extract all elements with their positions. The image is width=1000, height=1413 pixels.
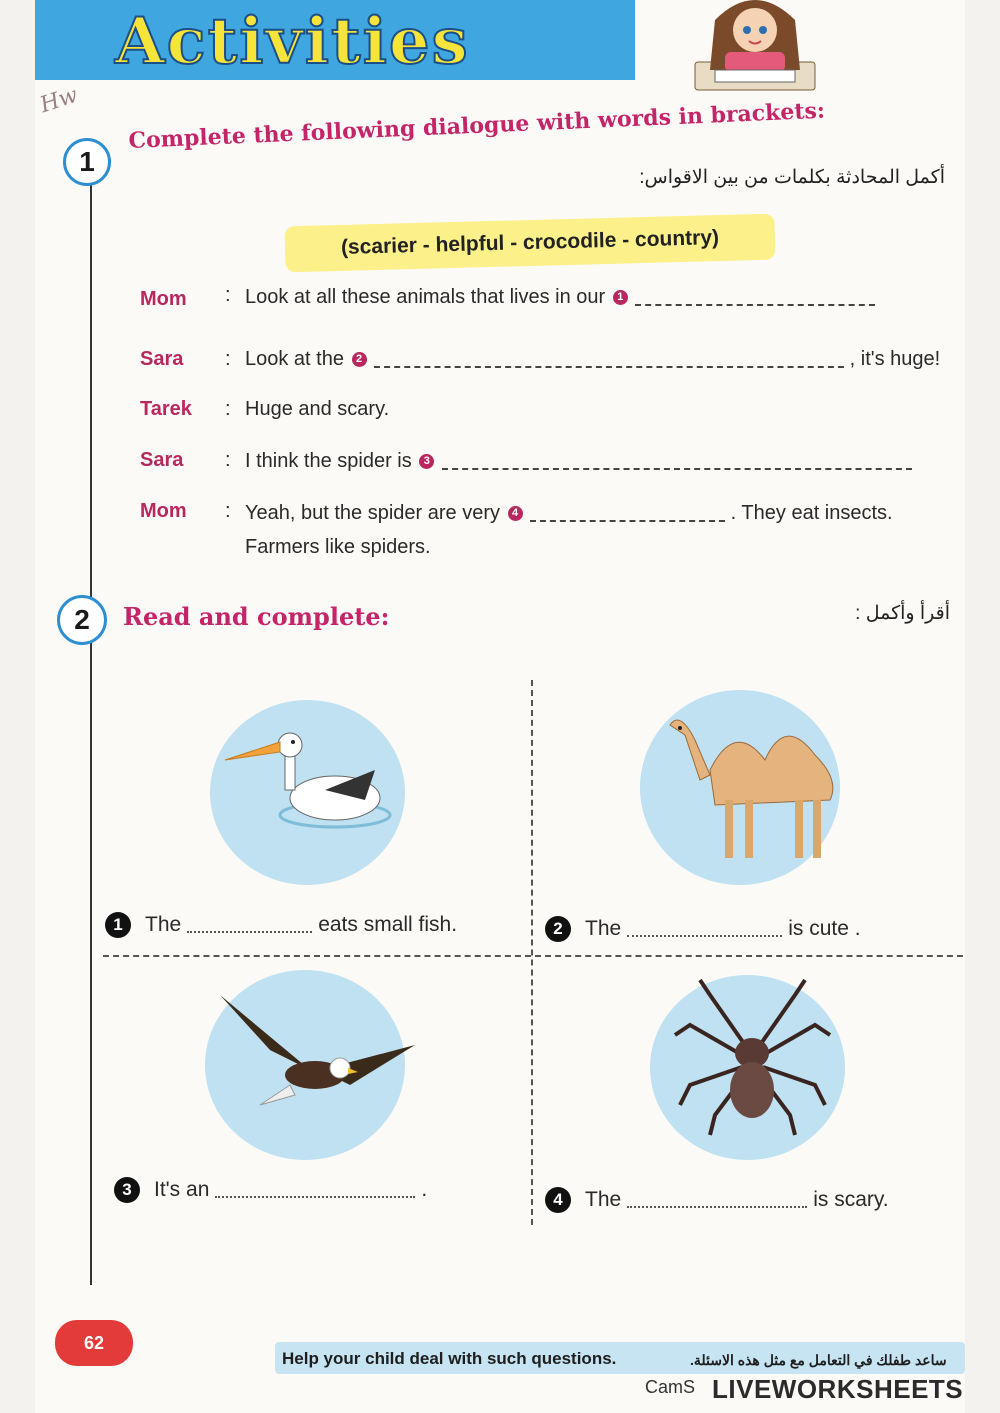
caption-before: The: [585, 1188, 622, 1211]
dialogue-line-1: [245, 286, 875, 309]
dialogue-line-5-continued: Farmers like spiders.: [245, 536, 431, 558]
caption-after: .: [421, 1178, 428, 1201]
speaker-sara: Sara: [140, 449, 184, 471]
pelican-image: [215, 720, 405, 850]
blank-number: 3: [419, 454, 434, 469]
question-2-arabic: أقرأ وأكمل :: [855, 603, 950, 624]
answer-blank-1[interactable]: [635, 290, 875, 306]
answer-blank-4[interactable]: [530, 506, 725, 522]
speaker-mom: Mom: [140, 500, 187, 522]
page-number: 62: [55, 1320, 133, 1366]
caption-after: is scary.: [813, 1188, 889, 1211]
footer-note-english: Help your child deal with such questions.: [282, 1349, 617, 1368]
caption-before: The: [585, 917, 622, 940]
blank-number: 2: [352, 352, 367, 367]
dialogue-line-2: [245, 348, 940, 371]
answer-blank-animal-4[interactable]: [627, 1192, 807, 1208]
caption-3: [114, 1177, 427, 1203]
grid-divider-horizontal: [103, 955, 963, 957]
colon: :: [225, 449, 231, 471]
dialogue-text-after: , it's huge!: [849, 348, 941, 370]
page-title: Activities: [115, 4, 470, 79]
grid-divider-vertical: [531, 680, 533, 1225]
caption-2: [545, 916, 861, 942]
dialogue-text: Look at all these animals that lives in our: [245, 286, 606, 308]
dialogue-text: Look at the: [245, 348, 344, 370]
camel-image: [655, 700, 855, 870]
answer-blank-animal-1[interactable]: [187, 917, 312, 933]
dialogue-text: Yeah, but the spider are very: [245, 502, 500, 524]
dialogue-line-3: Huge and scary.: [245, 398, 390, 420]
item-number: 2: [545, 916, 571, 942]
colon: :: [225, 500, 231, 522]
margin-line: [90, 175, 92, 1285]
caption-1: [105, 912, 457, 938]
hw-handwritten-note: Hw: [37, 82, 81, 119]
answer-blank-2[interactable]: [374, 352, 844, 368]
caption-4: [545, 1187, 889, 1213]
liveworksheets-logo: LIVEWORKSHEETS: [712, 1374, 964, 1404]
blank-number: 1: [613, 290, 628, 305]
girl-writing-illustration: [685, 0, 825, 92]
speaker-sara: Sara: [140, 348, 184, 370]
question-1-title: Complete the following dialogue with words in brackets:: [128, 97, 826, 154]
answer-blank-animal-3[interactable]: [215, 1182, 415, 1198]
dialogue-line-5: [245, 502, 893, 525]
question-1-number: 1: [63, 138, 111, 186]
item-number: 3: [114, 1177, 140, 1203]
camscanner-watermark: CamS: [645, 1377, 696, 1397]
colon: :: [225, 348, 231, 370]
word-bank: (scarier - helpful - crocodile - country): [284, 214, 775, 273]
eagle-image: [210, 990, 420, 1140]
dialogue-text-after: . They eat insects.: [730, 502, 893, 524]
spider-image: [670, 975, 835, 1140]
caption-after: is cute .: [788, 917, 861, 940]
speaker-tarek: Tarek: [140, 398, 192, 420]
question-1-arabic: أكمل المحادثة بكلمات من بين الاقواس:: [639, 167, 945, 188]
answer-blank-animal-2[interactable]: [627, 921, 782, 937]
caption-after: eats small fish.: [318, 913, 458, 936]
colon: :: [225, 284, 231, 306]
colon: :: [225, 398, 231, 420]
item-number: 1: [105, 912, 131, 938]
dialogue-text: I think the spider is: [245, 450, 412, 472]
item-number: 4: [545, 1187, 571, 1213]
answer-blank-3[interactable]: [442, 454, 912, 470]
caption-before: It's an: [154, 1178, 210, 1201]
speaker-mom: Mom: [140, 288, 187, 310]
blank-number: 4: [508, 506, 523, 521]
question-2-title: Read and complete:: [123, 602, 390, 631]
question-2-number: 2: [57, 595, 107, 645]
caption-before: The: [145, 913, 182, 936]
dialogue-line-4: [245, 450, 912, 473]
footer-note-arabic: ساعد طفلك في التعامل مع مثل هذه الاسئلة.: [690, 1352, 947, 1368]
